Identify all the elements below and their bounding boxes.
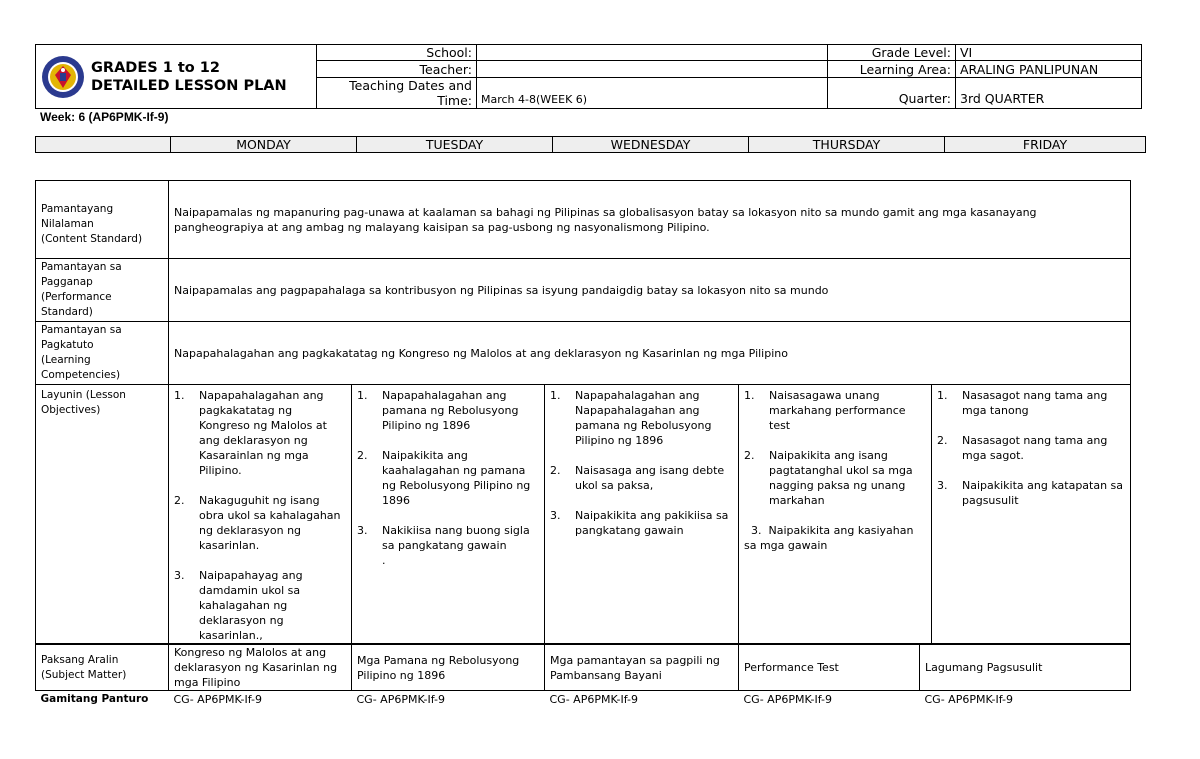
grade-level-value[interactable]: VI [956, 45, 1142, 61]
grade-level-label: Grade Level: [828, 45, 956, 61]
competencies-label-line: (Learning [41, 354, 91, 366]
materials-label: Gamitang Panturo [36, 691, 169, 708]
content-standard-text: Naipapamalas ng mapanuring pag-unawa at kaalaman sa bahagi ng Pilipinas sa globalisasyon batay sa lokasyon nito sa mundo gamit ang mga kasanayang pangheograpiya at ang ambag ng malayang kaisipan sa pag-usbong ng nasyonalismong Pilipino. [169, 181, 1131, 259]
materials-monday: CG- AP6PMK-If-9 [169, 691, 352, 708]
objectives-wednesday [545, 385, 739, 644]
item-text: Nakikiisa nang buong sigla sa pangkatang gawain [382, 524, 530, 552]
item-text: Nasasagot nang tama ang mga tanong [962, 389, 1108, 417]
quarter-value[interactable]: 3rd QUARTER [956, 78, 1142, 109]
materials-friday: CG- AP6PMK-If-9 [920, 691, 1131, 708]
list-item [174, 568, 346, 643]
day-header-thursday: THURSDAY [749, 137, 945, 153]
content-standard-row [36, 181, 1131, 259]
header-table [35, 44, 1142, 109]
objectives-friday [932, 385, 1131, 644]
list-item [357, 388, 539, 433]
list-item [937, 433, 1125, 463]
item-number: 1. [174, 389, 185, 402]
item-number: 2. [550, 464, 561, 477]
item-number: 1. [937, 389, 948, 402]
objectives-tuesday [352, 385, 545, 644]
competencies-label-line: Competencies) [41, 369, 121, 381]
list-item [174, 388, 346, 478]
list-item [744, 388, 926, 433]
learning-area-label: Learning Area: [828, 61, 956, 78]
item-text: Napapahalagahan ang pagkakatatag ng Kongreso ng Malolos at ang deklarasyon ng Kasarainlan ng mga Pilipino. [199, 389, 327, 477]
item-text: Nakaguguhit ng isang obra ukol sa kahalagahan ng deklarasyon ng kasarinlan. [199, 494, 341, 552]
item-number: 3. [357, 524, 368, 537]
item-text: Naipapahayag ang damdamin ukol sa kahalagahan ng deklarasyon ng kasarinlan., [199, 569, 303, 642]
item-text: Naipakikita ang katapatan sa pagsusulit [962, 479, 1124, 507]
item-number: 2. [174, 494, 185, 507]
list-item [550, 463, 733, 493]
list-item [937, 478, 1125, 508]
item-number: 1. [357, 389, 368, 402]
objectives-label [36, 385, 169, 644]
list-item [357, 448, 539, 508]
performance-standard-label-line: (Performance [41, 291, 112, 303]
lesson-plan-table [35, 180, 1131, 644]
list-item [550, 388, 733, 448]
performance-standard-label-line: Pagganap [41, 276, 93, 288]
subject-matter-label-line: Paksang Aralin [41, 653, 119, 666]
subject-matter-label-line: (Subject Matter) [41, 668, 127, 681]
list-item [937, 388, 1125, 418]
competencies-label-line: Pagkatuto [41, 339, 94, 351]
item-text: Napapahalagahan ang pamana ng Rebolusyong Pilipino ng 1896 [382, 389, 519, 432]
subject-matter-table [35, 644, 1131, 708]
tuesday-tail: . [382, 554, 386, 567]
item-text: Nasasagot nang tama ang mga sagot. [962, 434, 1108, 462]
school-value[interactable] [477, 45, 828, 61]
thursday-item-3: 3. Naipakikita ang kasiyahan sa mga gawain [744, 524, 917, 552]
content-standard-label-line: (Content Standard) [41, 233, 143, 245]
list-item [174, 493, 346, 553]
item-text: Naipakikita ang kaahalagahan ng pamana ng Rebolusyong Pilipino ng 1896 [382, 449, 531, 507]
list-item [357, 523, 539, 553]
day-header-monday: MONDAY [171, 137, 357, 153]
content-standard-label [36, 181, 169, 259]
item-number: 1. [744, 389, 755, 402]
item-text: Napapahalagahan ang Napapahalagahan ang pamana ng Rebolusyong Pilipino ng 1896 [575, 389, 712, 447]
item-number: 2. [744, 449, 755, 462]
item-text: Naipakikita ang isang pagtatanghal ukol sa mga nagging paksa ng unang markahan [769, 449, 913, 507]
performance-standard-text: Naipapamalas ang pagpapahalaga sa kontribusyon ng Pilipinas sa isyung pandaigdig batay sa lokasyon nito sa mundo [169, 259, 1131, 322]
materials-wednesday: CG- AP6PMK-If-9 [545, 691, 739, 708]
teacher-value[interactable] [477, 61, 828, 78]
content-standard-label-line: Nilalaman [41, 218, 94, 230]
subject-matter-row [36, 645, 1131, 691]
performance-standard-row [36, 259, 1131, 322]
subject-monday: Kongreso ng Malolos at ang deklarasyon ng Kasarinlan ng mga Filipino [169, 645, 352, 691]
item-number: 2. [357, 449, 368, 462]
subject-tuesday: Mga Pamana ng Rebolusyong Pilipino ng 1896 [352, 645, 545, 691]
learning-area-value[interactable]: ARALING PANLIPUNAN [956, 61, 1142, 78]
competencies-row [36, 322, 1131, 385]
list-item [744, 448, 926, 508]
item-number: 3. [174, 569, 185, 582]
materials-thursday: CG- AP6PMK-If-9 [739, 691, 920, 708]
item-number: 3. [937, 479, 948, 492]
week-label: Week: 6 (AP6PMK-If-9) [40, 110, 169, 124]
header-logo-cell [36, 45, 317, 109]
competencies-label [36, 322, 169, 385]
performance-standard-label-line: Pamantayan sa [41, 261, 122, 273]
subject-friday: Lagumang Pagsusulit [920, 645, 1131, 691]
objectives-thursday [739, 385, 932, 644]
content-standard-label-line: Pamantayang [41, 203, 114, 215]
subject-thursday: Performance Test [739, 645, 920, 691]
teaching-dates-label-line2: Time: [437, 93, 472, 108]
deped-seal-icon [41, 55, 85, 99]
subject-matter-label [36, 645, 169, 691]
day-header-blank [36, 137, 171, 153]
item-number: 2. [937, 434, 948, 447]
item-number: 3. [550, 509, 561, 522]
materials-row [36, 691, 1131, 708]
objectives-label-line: Objectives) [41, 404, 101, 416]
performance-standard-label-line: Standard) [41, 306, 93, 318]
teacher-label: Teacher: [317, 61, 477, 78]
item-text: Naisasaga ang isang debte ukol sa paksa, [575, 464, 725, 492]
objectives-row [36, 385, 1131, 644]
teaching-dates-value[interactable]: March 4-8(WEEK 6) [477, 78, 828, 109]
item-text: Naipakikita ang pakikiisa sa pangkatang gawain [575, 509, 729, 537]
materials-tuesday: CG- AP6PMK-If-9 [352, 691, 545, 708]
teaching-dates-label-line1: Teaching Dates and [349, 78, 472, 93]
objectives-label-line: Layunin (Lesson [41, 389, 126, 401]
day-header-friday: FRIDAY [945, 137, 1146, 153]
day-header-tuesday: TUESDAY [357, 137, 553, 153]
day-header-row [35, 136, 1146, 153]
performance-standard-label [36, 259, 169, 322]
quarter-label: Quarter: [828, 78, 956, 109]
teaching-dates-label [317, 78, 477, 109]
list-item [550, 508, 733, 538]
objectives-monday [169, 385, 352, 644]
school-label: School: [317, 45, 477, 61]
item-text: Naisasagawa unang markahang performance test [769, 389, 906, 432]
title-line-1: GRADES 1 to 12 [91, 59, 220, 76]
subject-wednesday: Mga pamantayan sa pagpili ng Pambansang Bayani [545, 645, 739, 691]
item-number: 1. [550, 389, 561, 402]
day-header-wednesday: WEDNESDAY [553, 137, 749, 153]
title-line-2: DETAILED LESSON PLAN [91, 77, 287, 94]
competencies-label-line: Pamantayan sa [41, 324, 122, 336]
competencies-text: Napapahalagahan ang pagkakatatag ng Kongreso ng Malolos at ang deklarasyon ng Kasarinlan ng mga Pilipino [169, 322, 1131, 385]
